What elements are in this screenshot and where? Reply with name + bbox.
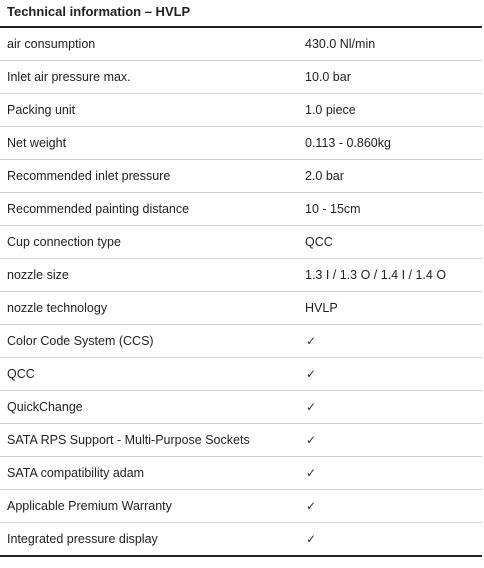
spec-label: Integrated pressure display — [7, 532, 158, 546]
spec-value: 10.0 bar — [305, 70, 351, 84]
spec-label: QCC — [7, 367, 35, 381]
spec-label: QuickChange — [7, 400, 83, 414]
spec-value: QCC — [305, 235, 333, 249]
checkmark-icon: ✓ — [306, 433, 317, 447]
spec-label: Recommended painting distance — [7, 202, 190, 216]
checkmark-icon: ✓ — [306, 400, 317, 414]
table-row — [0, 390, 482, 423]
spec-table — [0, 26, 482, 557]
spec-label: air consumption — [7, 37, 96, 51]
table-row — [0, 456, 482, 489]
spec-label: Applicable Premium Warranty — [7, 499, 172, 513]
table-row — [0, 28, 482, 60]
table-row — [0, 159, 482, 192]
checkmark-icon: ✓ — [306, 466, 317, 480]
checkmark-icon: ✓ — [306, 367, 317, 381]
table-row — [0, 291, 482, 324]
table-row — [0, 258, 482, 291]
spec-value: 10 - 15cm — [305, 202, 361, 216]
checkmark-icon: ✓ — [306, 334, 317, 348]
spec-label: nozzle size — [7, 268, 69, 282]
table-row — [0, 192, 482, 225]
table-row — [0, 324, 482, 357]
spec-label: Recommended inlet pressure — [7, 169, 171, 183]
spec-value: HVLP — [305, 301, 338, 315]
spec-label: Net weight — [7, 136, 67, 150]
spec-label: Packing unit — [7, 103, 76, 117]
spec-label: nozzle technology — [7, 301, 108, 315]
spec-value: 430.0 Nl/min — [305, 37, 376, 51]
table-row — [0, 423, 482, 456]
spec-value: 1.3 I / 1.3 O / 1.4 I / 1.4 O — [305, 268, 447, 282]
spec-label: SATA compatibility adam — [7, 466, 145, 480]
spec-value: 2.0 bar — [305, 169, 344, 183]
table-row — [0, 357, 482, 390]
table-row — [0, 225, 482, 258]
checkmark-icon: ✓ — [306, 532, 317, 546]
spec-label: Cup connection type — [7, 235, 121, 249]
spec-label: Inlet air pressure max. — [7, 70, 131, 84]
checkmark-icon: ✓ — [306, 499, 317, 513]
table-row — [0, 126, 482, 159]
table-row — [0, 522, 482, 555]
spec-label: Color Code System (CCS) — [7, 334, 154, 348]
spec-value: 0.113 - 0.860kg — [305, 136, 391, 150]
spec-value: 1.0 piece — [305, 103, 356, 117]
spec-title: Technical information – HVLP — [7, 4, 191, 19]
table-row — [0, 60, 482, 93]
spec-label: SATA RPS Support - Multi-Purpose Sockets — [7, 433, 250, 447]
table-row — [0, 93, 482, 126]
table-row — [0, 489, 482, 522]
